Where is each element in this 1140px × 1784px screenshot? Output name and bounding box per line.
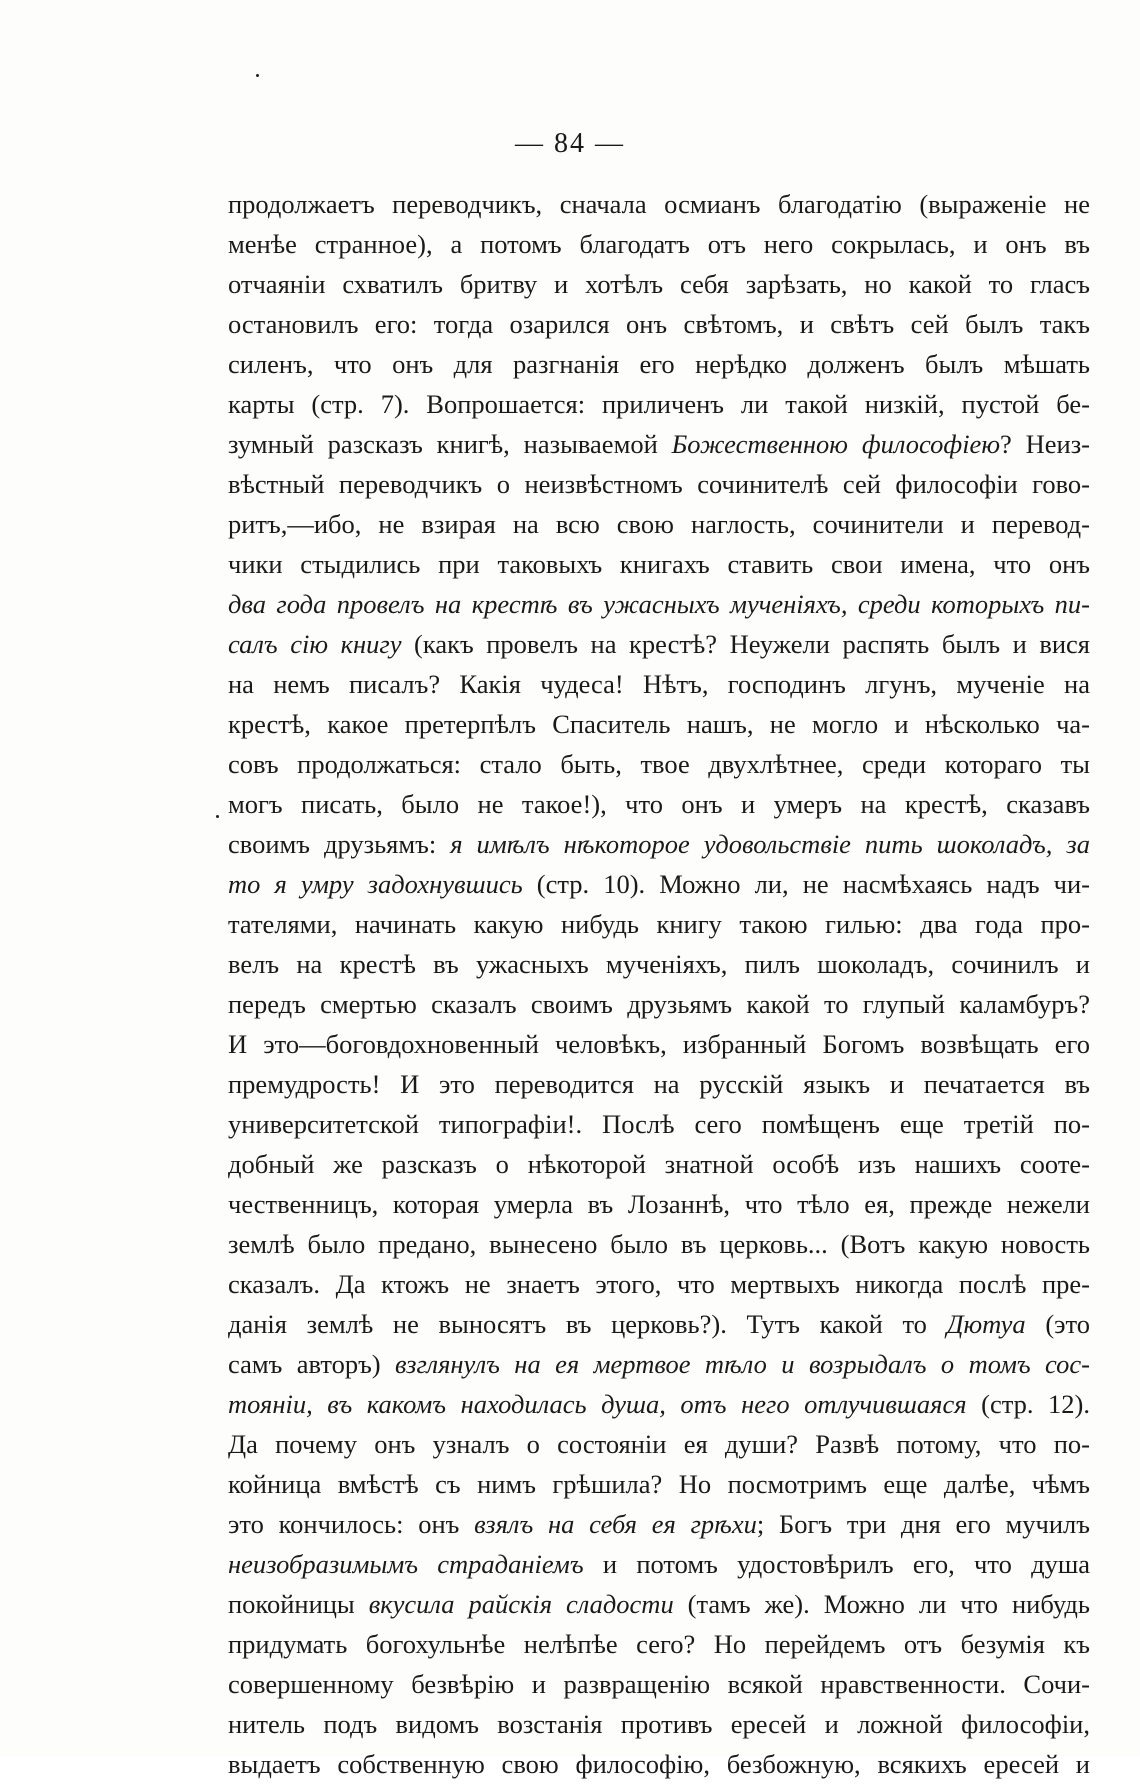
text-segment: карты (стр. 7). Вопрошается: приличенъ ли такой низкій, пустой бе- xyxy=(228,389,1090,419)
italic-text: Божественною философіею xyxy=(671,429,1000,459)
stray-ink-mark xyxy=(256,74,259,77)
text-segment: (стр. 12). xyxy=(966,1389,1090,1419)
text-segment: чественницъ, которая умерла въ Лозаннѣ, что тѣло ея, прежде нежели xyxy=(228,1189,1090,1219)
text-line xyxy=(228,984,1090,1024)
text-segment: университетской типографіи!. Послѣ сего помѣщенъ еще третій по- xyxy=(228,1109,1090,1139)
text-segment: отчаяніи схватилъ бритву и хотѣлъ себя зарѣзать, но какой то гласъ xyxy=(228,269,1090,299)
stray-ink-mark xyxy=(216,815,219,818)
text-segment: Да почему онъ узналъ о состояніи ея души? Развѣ потому, что по- xyxy=(228,1429,1090,1459)
text-segment: зумный разсказъ книгѣ, называемой xyxy=(228,429,672,459)
text-segment: (стр. 10). Можно ли, не насмѣхаясь надъ чи- xyxy=(522,869,1090,899)
text-segment: сказалъ. Да ктожъ не знаетъ этого, что мертвыхъ никогда послѣ пре- xyxy=(228,1269,1090,1299)
text-segment: добный же разсказъ о нѣкоторой знатной особѣ изъ нашихъ соотe- xyxy=(228,1149,1090,1179)
text-line xyxy=(228,1704,1090,1744)
text-line xyxy=(228,1184,1090,1224)
text-line xyxy=(228,464,1090,504)
text-segment: передъ смертью сказалъ своимъ друзьямъ какой то глупый каламбуръ? xyxy=(228,989,1090,1019)
text-line xyxy=(228,1304,1090,1344)
text-line xyxy=(228,1544,1090,1584)
text-line xyxy=(228,1024,1090,1064)
text-line xyxy=(228,504,1090,544)
italic-text: салъ сію книгу xyxy=(228,629,402,659)
text-segment: нитель подъ видомъ возстанія противъ ересей и ложной философіи, xyxy=(228,1709,1090,1739)
text-segment: крестѣ, какое претерпѣлъ Спаситель нашъ, не могло и нѣсколько ча- xyxy=(228,709,1090,739)
text-line xyxy=(228,1384,1090,1424)
text-segment: могъ писать, было не такое!), что онъ и умеръ на крестѣ, сказавъ xyxy=(228,789,1090,819)
text-segment: ; Богъ три дня его мучилъ xyxy=(756,1509,1090,1539)
italic-text: взялъ на себя ея грѣхи xyxy=(474,1509,757,1539)
text-segment: своимъ друзьямъ: xyxy=(228,829,451,859)
text-segment: ? Неиз- xyxy=(1000,429,1091,459)
text-line xyxy=(228,304,1090,344)
text-line xyxy=(228,864,1090,904)
text-segment: продолжаетъ переводчикъ, сначала осмианъ благодатію (выраженіе не xyxy=(228,189,1090,219)
text-segment: совъ продолжаться: стало быть, твое двухлѣтнее, среди котораго ты xyxy=(228,749,1090,779)
text-segment: это кончилось: онъ xyxy=(228,1509,475,1539)
text-line xyxy=(228,424,1090,464)
text-line xyxy=(228,824,1090,864)
text-segment: данія землѣ не выносятъ въ церковь?). Тутъ какой то xyxy=(228,1309,947,1339)
italic-text: неизобразимымъ страданіемъ xyxy=(228,1549,584,1579)
text-segment: землѣ было предано, вынесено было въ церковь... (Вотъ какую новость xyxy=(228,1229,1090,1259)
text-line xyxy=(228,544,1090,584)
text-line xyxy=(228,1624,1090,1664)
text-line xyxy=(228,264,1090,304)
text-line xyxy=(228,1464,1090,1504)
italic-text: я имѣлъ нѣкоторое удовольствіе пить шоколадъ, за xyxy=(450,829,1090,859)
text-segment: выдаетъ собственную свою философію, безбожную, всякихъ ересей и xyxy=(228,1749,1090,1779)
text-line xyxy=(228,784,1090,824)
text-segment: менѣе странное), а потомъ благодатъ отъ него сокрылась, и онъ въ xyxy=(228,229,1090,259)
text-line xyxy=(228,1504,1090,1544)
text-line xyxy=(228,624,1090,664)
text-line xyxy=(228,1584,1090,1624)
text-line xyxy=(228,184,1090,224)
italic-text: Дютуа xyxy=(946,1309,1026,1339)
text-line xyxy=(228,664,1090,704)
text-line xyxy=(228,584,1090,624)
text-segment: И это—боговдохновенный человѣкъ, избранный Богомъ возвѣщать его xyxy=(228,1029,1090,1059)
text-segment: велъ на крестѣ въ ужасныхъ мученіяхъ, пилъ шоколадъ, сочинилъ и xyxy=(228,949,1090,979)
body-text xyxy=(228,184,1090,1784)
text-line xyxy=(228,1264,1090,1304)
text-segment: (это xyxy=(1025,1309,1091,1339)
text-line xyxy=(228,384,1090,424)
text-segment: чики стыдились при таковыхъ книгахъ ставить свои имена, что онъ xyxy=(228,549,1090,579)
text-line xyxy=(228,944,1090,984)
text-segment: остановилъ его: тогда озарился онъ свѣтомъ, и свѣтъ сей былъ такъ xyxy=(228,309,1090,339)
italic-text: взглянулъ на ея мертвое тѣло и возрыдалъ о томъ сос- xyxy=(395,1349,1090,1379)
text-line xyxy=(228,904,1090,944)
text-line xyxy=(228,1224,1090,1264)
page-number: — 84 — xyxy=(515,128,625,159)
text-line xyxy=(228,1424,1090,1464)
text-segment: на немъ писалъ? Какія чудеса! Нѣтъ, господинъ лгунъ, мученіе на xyxy=(228,669,1090,699)
text-segment: придумать богохульнѣе нелѣпѣе сего? Но перейдемъ отъ безумія къ xyxy=(228,1629,1090,1659)
text-line xyxy=(228,224,1090,264)
text-segment: (тамъ же). Можно ли что нибудь xyxy=(673,1589,1090,1619)
text-segment: койница вмѣстѣ съ нимъ грѣшила? Но посмотримъ еще далѣе, чѣмъ xyxy=(228,1469,1090,1499)
text-line xyxy=(228,344,1090,384)
italic-text: вкусила райскія сладости xyxy=(368,1589,674,1619)
text-segment: премудрость! И это переводится на русскій языкъ и печатается въ xyxy=(228,1069,1090,1099)
text-line xyxy=(228,1144,1090,1184)
text-segment: вѣстный переводчикъ о неизвѣстномъ сочинителѣ сей философіи гово- xyxy=(228,469,1090,499)
text-segment: самъ авторъ) xyxy=(228,1349,396,1379)
text-line xyxy=(228,1344,1090,1384)
text-segment: силенъ, что онъ для разгнанія его нерѣдко долженъ былъ мѣшать xyxy=(228,349,1090,379)
text-segment: покойницы xyxy=(228,1589,369,1619)
text-line xyxy=(228,744,1090,784)
italic-text: тояніи, въ какомъ находилась душа, отъ него отлучившаяся xyxy=(228,1389,967,1419)
text-line xyxy=(228,704,1090,744)
text-segment: тателями, начинать какую нибудь книгу такою гилью: два года про- xyxy=(228,909,1090,939)
text-segment: и потомъ удостовѣрилъ его, что душа xyxy=(583,1549,1091,1579)
text-line xyxy=(228,1744,1090,1784)
text-segment: ритъ,—ибо, не взирая на всю свою наглость, сочинители и перевод- xyxy=(228,509,1090,539)
text-line xyxy=(228,1104,1090,1144)
text-segment: (какъ провелъ на крестѣ? Неужели распять былъ и вися xyxy=(401,629,1090,659)
italic-text: два года провелъ на крестѣ въ ужасныхъ мученіяхъ, среди которыхъ пи- xyxy=(228,589,1090,619)
italic-text: то я умру задохнувшись xyxy=(228,869,523,899)
text-line xyxy=(228,1064,1090,1104)
text-segment: совершенному безвѣрію и развращенію всякой нравственности. Сочи- xyxy=(228,1669,1090,1699)
text-line xyxy=(228,1664,1090,1704)
